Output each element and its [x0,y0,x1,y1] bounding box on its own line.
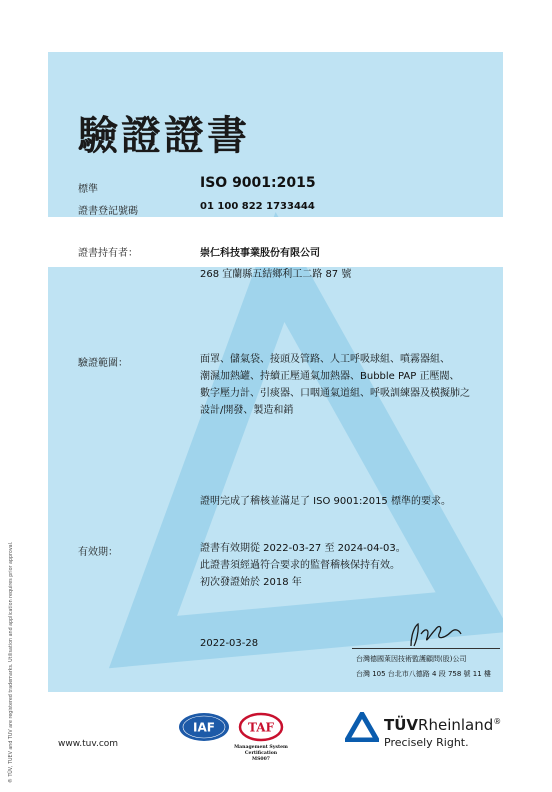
taf-caption-line: MS007 [252,757,270,762]
signature-line [352,648,500,649]
tuv-brand-name [384,716,501,734]
iaf-logo [178,712,230,742]
website-link[interactable]: www.tuv.com [58,739,119,749]
validity-text [200,540,406,591]
issuer-address: 台灣 105 台北市八德路 4 段 758 號 11 樓 [356,670,491,678]
tuv-triangle-icon [345,712,379,742]
taf-logo-text: TAF [247,720,275,735]
validity-line: 此證書須經過符合要求的監督稽核保持有效。 [200,560,400,571]
holder-address: 268 宜蘭縣五結鄉利工二路 87 號 [200,269,352,280]
compliance-statement: 證明完成了稽核並滿足了 ISO 9001:2015 標準的要求。 [200,496,451,507]
tuv-brand-bold: TÜV [384,716,419,734]
taf-caption [226,745,296,763]
taf-logo [238,712,284,742]
registration-number: 01 100 822 1733444 [200,201,315,212]
tuv-registered-mark: ® [493,717,502,726]
tuv-slogan: Precisely Right. [384,736,469,749]
iaf-logo-text: IAF [193,720,215,735]
certificate-title: 驗證證書 [78,112,250,159]
scope-text [200,351,470,419]
taf-caption-line: Certification [244,751,278,756]
scope-line: 設計/開發、製造和銷 [200,405,294,416]
taf-caption-line: Management System [234,745,288,750]
scope-line: 潮濕加熱罐、持續正壓通氣加熱器、Bubble PAP 正壓閥、 [200,371,460,382]
holder-label: 證書持有者： [78,248,138,259]
standard-value: ISO 9001:2015 [200,175,316,191]
tuv-brand-rest: Rheinland [418,716,494,734]
validity-line: 初次發證始於 2018 年 [200,577,302,588]
scope-line: 面罩、儲氣袋、接頭及管路、人工呼吸球組、噴霧器組、 [200,354,450,365]
issuer-name: 台灣德國萊因技術監護顧問(股)公司 [356,655,467,663]
scope-line: 數字壓力計、引痰器、口咽通氣道組、呼吸訓練器及模擬肺之 [200,388,470,399]
validity-label: 有效期： [78,547,118,558]
signature-mark [405,620,465,650]
holder-name: 崇仁科技事業股份有限公司 [200,248,320,259]
trademark-notice: ® TÜV, TUEV and TUV are registered trademarks. Utilisation and application requires prior approval. [9,541,14,783]
issue-date: 2022-03-28 [200,638,259,649]
header-band [48,217,503,267]
validity-line: 證書有效期從 2022-03-27 至 2024-04-03。 [200,543,406,554]
scope-label: 驗證範圍： [78,358,128,369]
standard-label: 標準 [78,184,98,195]
registration-label: 證書登記號碼 [78,206,138,217]
